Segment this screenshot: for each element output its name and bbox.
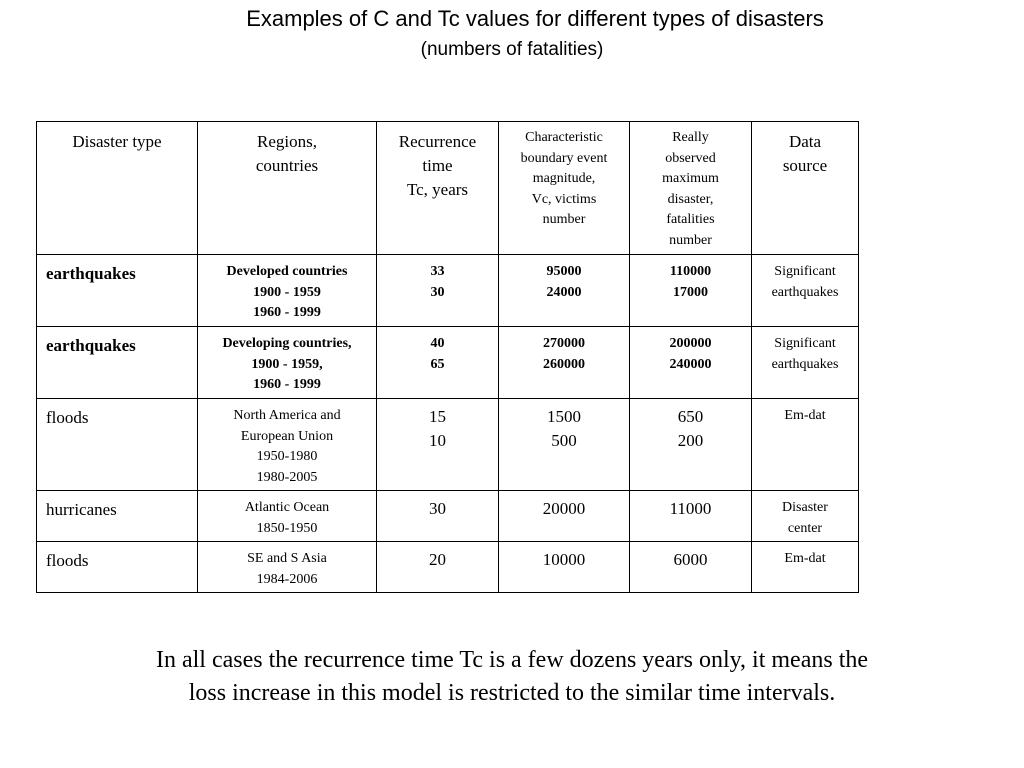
cell-line: 110000: [669, 264, 712, 279]
cell-disaster-type: earthquakes: [37, 327, 198, 399]
cell-line: 20: [429, 550, 446, 569]
header-characteristic-magnitude: [499, 122, 630, 255]
header-regions: [198, 122, 377, 255]
cell-line: Atlantic Ocean: [244, 500, 330, 515]
header-observed-maximum: [630, 122, 752, 255]
page-title: Examples of C and Tc values for different types of disasters: [246, 6, 824, 31]
header-line: time: [422, 156, 453, 175]
cell-characteristic-magnitude: [499, 399, 630, 491]
cell-line: 200: [677, 431, 704, 450]
cell-line: Significant: [774, 264, 836, 279]
cell-data-source: [752, 542, 859, 593]
cell-line: Em-dat: [784, 551, 826, 566]
cell-line: 1960 - 1999: [253, 377, 321, 392]
cell-line: 260000: [543, 356, 585, 372]
cell-line: 11000: [669, 499, 712, 518]
cell-line: 1900 - 1959: [253, 284, 321, 300]
cell-line: 15: [429, 407, 446, 426]
header-line: Really: [672, 130, 709, 145]
header-line: countries: [255, 156, 319, 175]
cell-recurrence-time: [377, 542, 499, 593]
header-line: observed: [665, 150, 716, 166]
cell-line: 17000: [673, 284, 708, 300]
cell-data-source: [752, 399, 859, 491]
cell-recurrence-time: [377, 327, 499, 399]
cell-line: 10000: [542, 550, 586, 569]
cell-line: 6000: [673, 550, 708, 569]
cell-data-source: [752, 491, 859, 542]
table-row: [37, 327, 859, 399]
conclusion-line: In all cases the recurrence time Tc is a few dozens years only, it means the: [155, 647, 869, 673]
cell-line: North America and: [233, 408, 341, 423]
cell-disaster-type: earthquakes: [37, 255, 198, 327]
header-line: Data: [788, 132, 822, 151]
cell-line: 10: [429, 431, 446, 450]
header-recurrence-time: [377, 122, 499, 255]
cell-data-source: [752, 255, 859, 327]
cell-line: 270000: [543, 336, 585, 351]
cell-line: 33: [430, 264, 445, 279]
cell-line: center: [787, 520, 823, 536]
conclusion-line: loss increase in this model is restricted to the similar time intervals.: [188, 680, 836, 706]
cell-line: 500: [551, 431, 577, 450]
cell-line: European Union: [240, 428, 334, 444]
cell-line: 95000: [546, 264, 582, 279]
cell-recurrence-time: [377, 491, 499, 542]
cell-region: [198, 542, 377, 593]
table-header-row: [37, 122, 859, 255]
cell-line: 24000: [546, 284, 582, 300]
cell-line: 1984-2006: [256, 571, 318, 587]
header-data-source: [752, 122, 859, 255]
cell-line: 65: [430, 356, 445, 372]
cell-line: Disaster: [782, 500, 828, 515]
table-row: [37, 255, 859, 327]
header-line: maximum: [662, 171, 719, 186]
table-row: [37, 542, 859, 593]
cell-line: Developing countries,: [222, 336, 352, 351]
header-line: fatalities: [666, 212, 715, 227]
cell-recurrence-time: [377, 255, 499, 327]
header-line: disaster,: [667, 191, 714, 207]
page-subtitle: (numbers of fatalities): [420, 39, 604, 60]
header-line: Regions,: [257, 132, 317, 151]
cell-line: SE and S Asia: [247, 551, 327, 566]
cell-line: earthquakes: [771, 284, 839, 300]
cell-line: 650: [677, 407, 704, 426]
cell-line: 1960 - 1999: [253, 305, 321, 320]
header-line: Characteristic: [525, 130, 603, 145]
header-line: Vc, victims: [531, 191, 597, 207]
header-line: number: [669, 232, 712, 248]
cell-observed-maximum: [630, 491, 752, 542]
cell-observed-maximum: [630, 255, 752, 327]
cell-recurrence-time: [377, 399, 499, 491]
cell-characteristic-magnitude: [499, 491, 630, 542]
cell-characteristic-magnitude: [499, 542, 630, 593]
cell-line: 30: [430, 284, 445, 300]
cell-line: 1500: [547, 407, 581, 426]
cell-region: [198, 399, 377, 491]
cell-observed-maximum: [630, 542, 752, 593]
cell-line: Significant: [774, 336, 836, 351]
cell-region: [198, 255, 377, 327]
cell-line: Developed countries: [226, 264, 348, 279]
cell-disaster-type: hurricanes: [37, 491, 198, 542]
header-line: Tc, years: [406, 180, 469, 199]
cell-region: [198, 327, 377, 399]
header-line: magnitude,: [532, 171, 596, 186]
cell-line: 30: [429, 499, 446, 518]
header-line: Disaster type: [72, 132, 162, 151]
cell-line: 1900 - 1959,: [251, 356, 323, 372]
cell-line: 200000: [669, 336, 712, 351]
header-line: number: [542, 212, 586, 227]
cell-observed-maximum: [630, 399, 752, 491]
cell-disaster-type: floods: [37, 399, 198, 491]
cell-line: 1980-2005: [256, 469, 318, 485]
cell-line: 240000: [669, 356, 712, 372]
cell-line: 20000: [542, 499, 586, 518]
conclusion-text: [0, 644, 1024, 710]
cell-line: 1850-1950: [256, 520, 318, 536]
header-line: Recurrence: [398, 132, 477, 151]
cell-line: 1950-1980: [256, 449, 318, 464]
cell-disaster-type: floods: [37, 542, 198, 593]
cell-line: earthquakes: [771, 356, 839, 372]
table-row: [37, 399, 859, 491]
cell-data-source: [752, 327, 859, 399]
table-row: [37, 491, 859, 542]
cell-line: Em-dat: [784, 408, 826, 423]
header-line: source: [782, 156, 828, 175]
header-disaster-type: [37, 122, 198, 255]
cell-region: [198, 491, 377, 542]
cell-characteristic-magnitude: [499, 255, 630, 327]
disaster-table: [36, 121, 859, 593]
cell-characteristic-magnitude: [499, 327, 630, 399]
cell-observed-maximum: [630, 327, 752, 399]
header-line: boundary event: [520, 150, 608, 166]
cell-line: 40: [430, 336, 445, 351]
